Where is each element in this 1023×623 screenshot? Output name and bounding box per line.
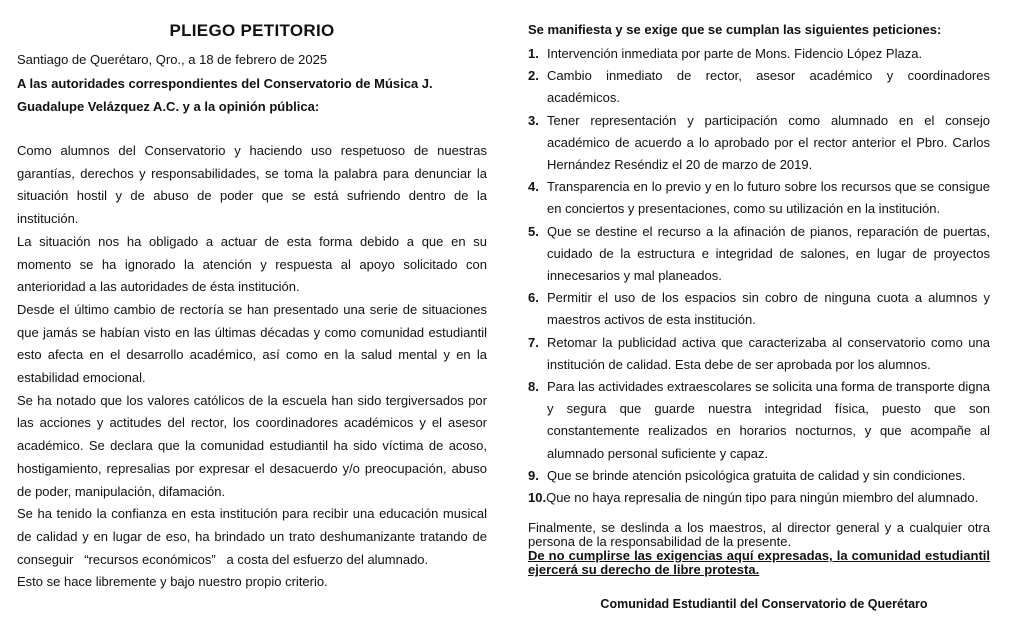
item-number: 4. bbox=[528, 179, 539, 195]
list-item bbox=[528, 176, 990, 220]
item-text: Tener representación y participación como alumnado en el consejo académico de acuerdo a lo aprobado por el rector anterior el Pbro. Carlos Hernández Reséndiz el 20 de marzo de 2019. bbox=[547, 112, 990, 173]
item-text: Que se destine el recurso a la afinación de pianos, reparación de puertas, cuidado de la estructura e integridad de salones, en lugar de proyectos innecesarios y mal planeados. bbox=[547, 223, 990, 284]
item-number: 3. bbox=[528, 112, 539, 128]
item-text: Permitir el uso de los espacios sin cobro de ninguna cuota a alumnos y maestros activos de esta institución. bbox=[547, 290, 990, 328]
requests-intro: Se manifiesta y se exige que se cumplan las siguientes peticiones: bbox=[528, 22, 942, 37]
item-number: 10. bbox=[528, 490, 547, 506]
list-item bbox=[528, 332, 990, 376]
item-number: 8. bbox=[528, 379, 539, 395]
item-text: Intervención inmediata por parte de Mons. Fidencio López Plaza. bbox=[547, 46, 923, 61]
list-item bbox=[528, 221, 990, 288]
list-item bbox=[528, 110, 990, 177]
body-paragraph: Como alumnos del Conservatorio y haciendo uso respetuoso de nuestras garantías, derechos y responsabilidades, se toma la palabra para denunciar la situación hostil y de abuso de poder que se está sufriendo dentro de la institución. bbox=[17, 143, 487, 227]
body-paragraph: Se ha notado que los valores católicos de la escuela han sido tergiversados por las acciones y actitudes del rector, los coordinadores académicos y el asesor académico. Se declara que la comunidad estudiantil ha sido víctima de acoso, hostigamiento, represalias por expresar el desacuerdo y/o preocupación, abuso de poder, manipulación, difamación. bbox=[17, 392, 487, 499]
list-item bbox=[528, 376, 990, 465]
body-paragraph: La situación nos ha obligado a actuar de esta forma debido a que en su momento se ha ignorado la atención y respuesta al apoyo solicitado con anterioridad a las autoridades de ésta institución. bbox=[17, 233, 487, 295]
item-text: Que no haya represalia de ningún tipo para ningún miembro del alumnado. bbox=[546, 490, 979, 506]
requests-list bbox=[528, 43, 990, 509]
list-item bbox=[528, 43, 990, 65]
left-column bbox=[17, 0, 491, 594]
signature: Comunidad Estudiantil del Conservatorio de Querétaro bbox=[600, 597, 928, 612]
item-number: 2. bbox=[528, 68, 539, 84]
body-paragraph: Desde el último cambio de rectoría se han presentado una serie de situaciones que jamás se habían visto en las últimas décadas y como comunidad estudiantil esto afecta en el desarrollo académico, así como en la salud mental y en la estabilidad emocional. bbox=[17, 301, 487, 386]
item-text: Para las actividades extraescolares se solicita una forma de transporte digna y segura que guarde nuestra integridad física, puesto que son constantemente realizados en horarios nocturnos, y que acompañe al alumnado personal suficiente y capaz. bbox=[547, 379, 990, 461]
item-text: Que se brinde atención psicológica gratuita de calidad y sin condiciones. bbox=[547, 467, 966, 483]
protest-warning: De no cumplirse las exigencias aquí expresadas, la comunidad estudiantil ejercerá su derecho de libre protesta. bbox=[528, 548, 990, 578]
right-column bbox=[528, 0, 990, 611]
item-number: 1. bbox=[528, 46, 539, 61]
item-number: 9. bbox=[528, 467, 539, 483]
addressee-line-2: Guadalupe Velázquez A.C. y a la opinión pública: bbox=[17, 99, 320, 114]
item-text: Transparencia en lo previo y en lo futuro sobre los recursos que se consigue en conciertos y presentaciones, como su utilización en la institución. bbox=[547, 179, 990, 217]
item-text: Retomar la publicidad activa que caracterizaba al conservatorio como una institución de calidad. Esta debe de ser aprobada por los alumnos. bbox=[547, 334, 990, 372]
list-item bbox=[528, 287, 990, 331]
body-paragraph: Se ha tenido la confianza en esta institución para recibir una educación musical de calidad y en lugar de eso, ha brindado un trato deshumanizante tratando de conseguir “recursos económicos” a costa del esfuerzo del alumnado. bbox=[17, 506, 491, 567]
item-number: 6. bbox=[528, 290, 539, 306]
closing-statement: Finalmente, se deslinda a los maestros, al director general y a cualquier otra persona de la responsabilidad de la presente. bbox=[528, 520, 990, 550]
place-date: Santiago de Querétaro, Qro., a 18 de febrero de 2025 bbox=[17, 52, 328, 67]
item-text: Cambio inmediato de rector, asesor académico y coordinadores académicos. bbox=[547, 68, 990, 106]
list-item bbox=[528, 465, 990, 487]
list-item bbox=[528, 487, 990, 509]
document-title: PLIEGO PETITORIO bbox=[169, 21, 335, 40]
body-paragraph: Esto se hace libremente y bajo nuestro propio criterio. bbox=[17, 574, 328, 590]
item-number: 5. bbox=[528, 223, 539, 239]
list-item bbox=[528, 65, 990, 109]
item-number: 7. bbox=[528, 334, 539, 350]
addressee-line-1: A las autoridades correspondientes del Conservatorio de Música J. bbox=[17, 76, 433, 91]
